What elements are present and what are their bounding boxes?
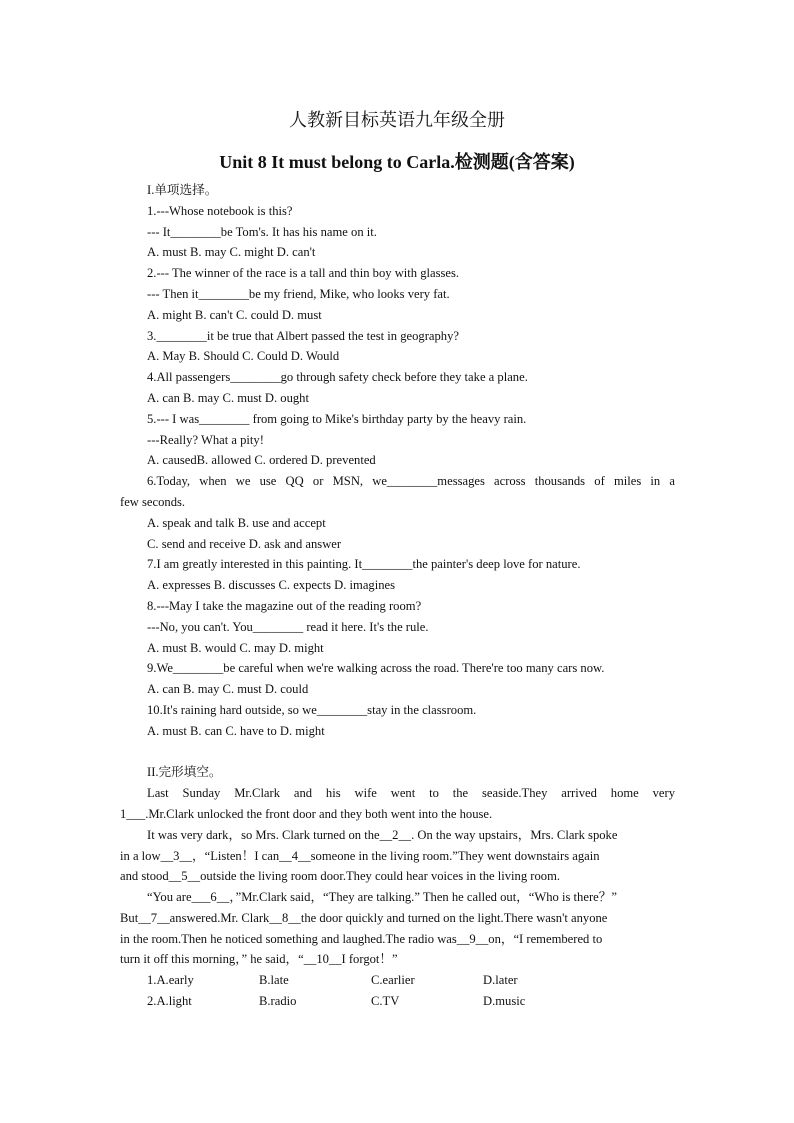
passage-line-6: “You are___6__，”Mr.Clark said，“They are talking.” Then he called out，“Who is there？”: [147, 890, 617, 905]
cloze-choice: C.earlier: [371, 973, 415, 988]
passage-line-9: turn it off this morning，” he said，“__10__I forgot！”: [120, 952, 398, 967]
question-8-line-2: ---No, you can't. You________ read it here. It's the rule.: [147, 619, 429, 634]
cloze-choice: C.TV: [371, 994, 400, 1009]
question-1-line-1: 1.---Whose notebook is this?: [147, 203, 293, 218]
question-6-options-1: A. speak and talk B. use and accept: [147, 515, 326, 530]
cloze-choice: D.music: [483, 994, 526, 1009]
cloze-choice: 1.A.early: [147, 973, 194, 988]
document-subtitle: Unit 8 It must belong to Carla.检测题(含答案): [219, 152, 575, 172]
question-10-options: A. must B. can C. have to D. might: [147, 723, 325, 738]
question-5-options: A. causedB. allowed C. ordered D. prevented: [147, 453, 376, 468]
question-1-line-2: --- It________be Tom's. It has his name on it.: [147, 224, 377, 239]
cloze-choice: B.radio: [259, 994, 297, 1009]
question-2-line-1: 2.--- The winner of the race is a tall and thin boy with glasses.: [147, 266, 460, 281]
cloze-choice: B.late: [259, 973, 289, 988]
question-6-line-1: 6.Today, when we use QQ or MSN, we________messages across thousands of miles in a: [147, 474, 675, 489]
cloze-choice: 2.A.light: [147, 994, 192, 1009]
section-heading-cloze: II.完形填空。: [147, 765, 222, 780]
question-8-options: A. must B. would C. may D. might: [147, 640, 324, 655]
cloze-choice-row-2: [120, 991, 675, 1012]
question-9-line-1: 9.We________be careful when we're walking across the road. There're too many cars now.: [147, 661, 605, 676]
section-spacer: [120, 742, 675, 763]
question-2-line-2: --- Then it________be my friend, Mike, who looks very fat.: [147, 286, 450, 301]
question-10-line-1: 10.It's raining hard outside, so we________stay in the classroom.: [147, 702, 477, 717]
section-heading-single-choice: I.单项选择。: [147, 183, 218, 197]
question-3-line-1: 3.________it be true that Albert passed the test in geography?: [147, 328, 459, 343]
passage-line-4: in a low__3__，“Listen！I can__4__someone in the living room.”They went downstairs again: [120, 848, 600, 863]
question-4-options: A. can B. may C. must D. ought: [147, 390, 309, 405]
question-5-line-1: 5.--- I was________ from going to Mike's birthday party by the heavy rain.: [147, 411, 527, 426]
question-1-options: A. must B. may C. might D. can't: [147, 245, 316, 260]
passage-line-5: and stood__5__outside the living room door.They could hear voices in the living room.: [120, 869, 561, 884]
passage-line-2: 1___.Mr.Clark unlocked the front door and they both went into the house.: [120, 806, 493, 821]
question-5-line-2: ---Really? What a pity!: [147, 432, 264, 447]
question-2-options: A. might B. can't C. could D. must: [147, 307, 322, 322]
question-9-options: A. can B. may C. must D. could: [147, 682, 309, 697]
passage-line-8: in the room.Then he noticed something and laughed.The radio was__9__on，“I remembered to: [120, 931, 603, 946]
question-7-options: A. expresses B. discusses C. expects D. imagines: [147, 578, 395, 593]
cloze-choice: D.later: [483, 973, 518, 988]
question-6-options-2: C. send and receive D. ask and answer: [147, 536, 342, 551]
document-title: 人教新目标英语九年级全册: [289, 110, 505, 130]
question-3-options: A. May B. Should C. Could D. Would: [147, 349, 340, 364]
question-6-line-2: few seconds.: [120, 494, 186, 509]
passage-line-7: But__7__answered.Mr. Clark__8__the door quickly and turned on the light.There wasn't anyone: [120, 910, 608, 925]
cloze-choice-row-1: [120, 970, 675, 991]
document-body: [120, 180, 675, 1012]
passage-line-3: It was very dark，so Mrs. Clark turned on the__2__. On the way upstairs，Mrs. Clark spoke: [147, 827, 618, 842]
question-4-line-1: 4.All passengers________go through safety check before they take a plane.: [147, 370, 528, 385]
question-7-line-1: 7.I am greatly interested in this painting. It________the painter's deep love for nature.: [147, 557, 581, 572]
passage-line-1: Last Sunday Mr.Clark and his wife went to the seaside.They arrived home very: [147, 786, 675, 801]
question-8-line-1: 8.---May I take the magazine out of the reading room?: [147, 598, 422, 613]
